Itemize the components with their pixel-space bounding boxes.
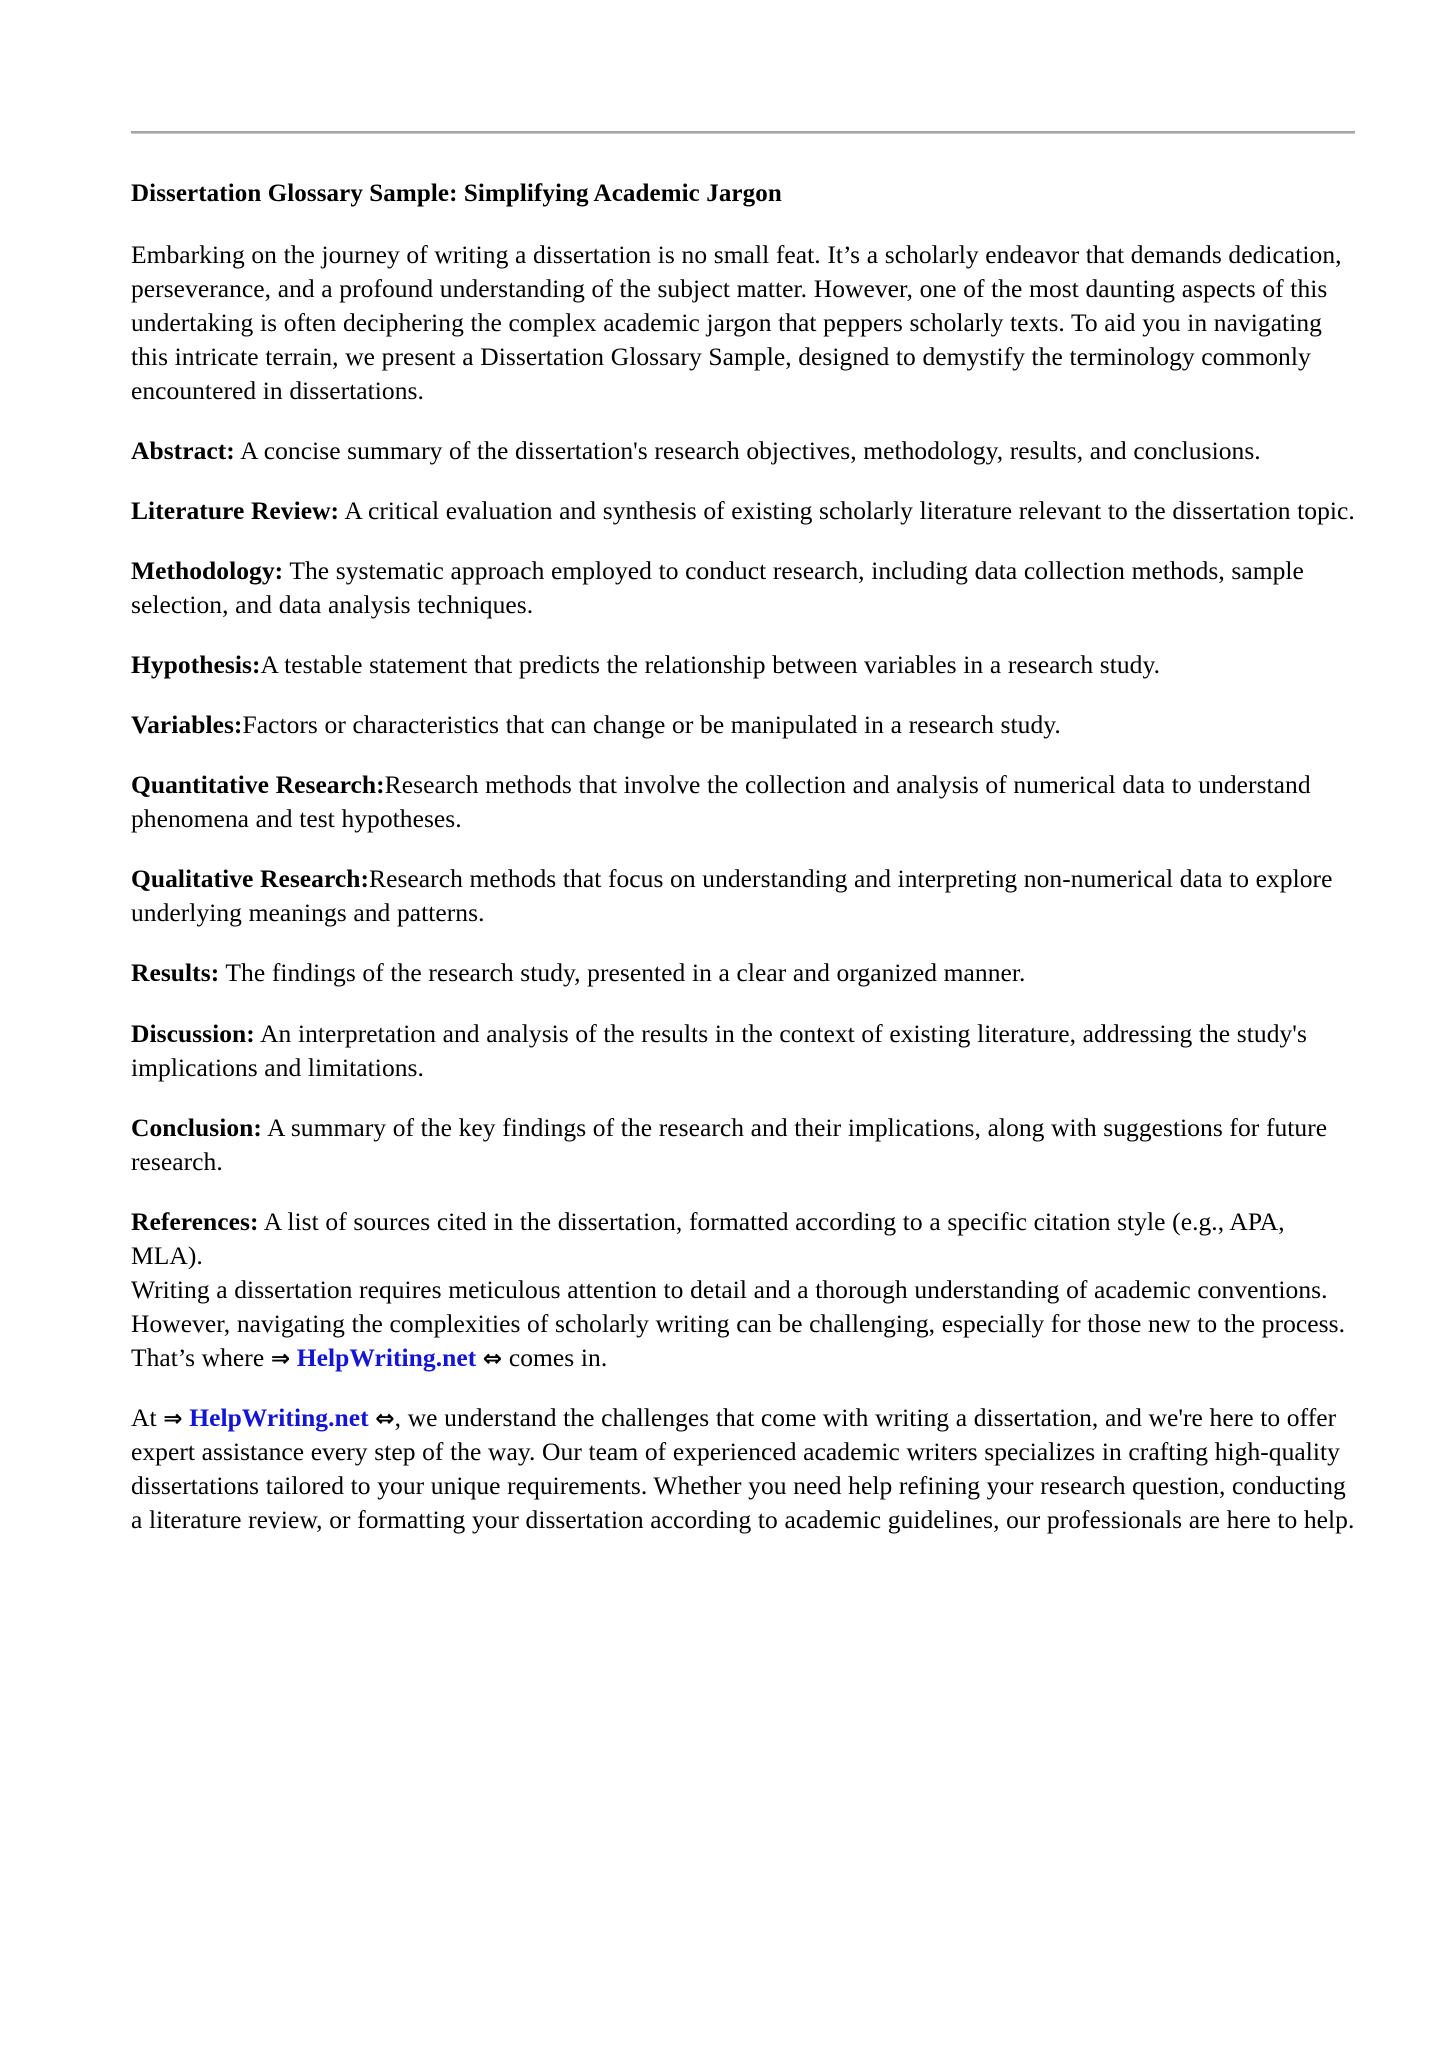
glossary-definition: Research methods that focus on understanding and interpreting non-numerical data to explore underlying meanings and patterns. [131, 864, 1333, 928]
header-divider [131, 131, 1355, 135]
glossary-term: Methodology: [131, 556, 284, 586]
glossary-term: Discussion: [131, 1018, 255, 1048]
helpwriting-link-2[interactable]: HelpWriting.net [189, 1402, 369, 1432]
glossary-definition: A critical evaluation and synthesis of existing scholarly literature relevant to the dissertation topic. [344, 496, 1355, 526]
left-right-double-arrow-icon: ⇔ [482, 1345, 503, 1372]
glossary-entry [131, 494, 1355, 528]
closing-2-text-after: , we understand the challenges that come with writing a dissertation, and we're here to offer expert assistance every step of the way. Our team of experienced academic writers specializes in crafting high-quality dissertations tailored to your unique requirements. Whether you need help refining your research question, conducting a literature review, or formatting your dissertation according to academic guidelines, our professionals are here to help. [131, 1402, 1355, 1534]
closing-2-text-before: At [131, 1402, 164, 1432]
glossary-term: Qualitative Research: [131, 864, 370, 894]
glossary-entry [131, 1111, 1355, 1179]
glossary-entry [131, 1017, 1355, 1085]
glossary-entry [131, 554, 1355, 622]
glossary-entry [131, 768, 1355, 836]
glossary-term: Quantitative Research: [131, 770, 385, 800]
closing-paragraph-1 [131, 1273, 1355, 1375]
glossary-entry [131, 648, 1355, 682]
page-title: Dissertation Glossary Sample: Simplifying Academic Jargon [131, 180, 782, 207]
glossary-list [131, 434, 1355, 1273]
document-body [131, 178, 1355, 1537]
glossary-entry [131, 956, 1355, 990]
glossary-term: Variables: [131, 710, 243, 740]
glossary-entry [131, 862, 1355, 930]
glossary-definition: A concise summary of the dissertation's research objectives, methodology, results, and conclusions. [240, 436, 1261, 466]
glossary-definition: A testable statement that predicts the relationship between variables in a research study. [260, 650, 1161, 680]
glossary-definition: An interpretation and analysis of the results in the context of existing literature, addressing the study's implications and limitations. [131, 1018, 1307, 1082]
horizontal-rule [131, 131, 1355, 134]
glossary-entry [131, 708, 1355, 742]
glossary-term: References: [131, 1206, 259, 1236]
left-right-double-arrow-icon: ⇔ [375, 1405, 395, 1432]
glossary-definition: A list of sources cited in the dissertation, formatted according to a specific citation style (e.g., APA, MLA). [131, 1206, 1285, 1270]
glossary-term: Conclusion: [131, 1112, 262, 1142]
glossary-definition: The findings of the research study, presented in a clear and organized manner. [225, 958, 1026, 988]
intro-paragraph: Embarking on the journey of writing a dissertation is no small feat. It’s a scholarly endeavor that demands dedication, perseverance, and a profound understanding of the subject matter. However, one of the most daunting aspects of this undertaking is often deciphering the complex academic jargon that peppers scholarly texts. To aid you in navigating this intricate terrain, we present a Dissertation Glossary Sample, designed to demystify the terminology commonly encountered in dissertations. [131, 240, 1342, 406]
glossary-definition: Research methods that involve the collection and analysis of numerical data to understand phenomena and test hypotheses. [131, 770, 1311, 834]
glossary-definition: Factors or characteristics that can change or be manipulated in a research study. [242, 710, 1061, 740]
helpwriting-link-1[interactable]: HelpWriting.net [296, 1342, 477, 1372]
glossary-definition: A summary of the key findings of the research and their implications, along with suggestions for future research. [131, 1112, 1328, 1176]
closing-1-text-before: Writing a dissertation requires meticulous attention to detail and a thorough understanding of academic conventions. However, navigating the complexities of scholarly writing can be challenging, especially for those new to the process. That’s where [131, 1274, 1345, 1372]
glossary-term: Literature Review: [131, 496, 340, 526]
rightwards-double-arrow-icon: ⇒ [270, 1345, 291, 1372]
glossary-term: Hypothesis: [131, 650, 261, 680]
glossary-term: Results: [131, 958, 220, 988]
closing-1-text-after: comes in. [502, 1342, 608, 1372]
glossary-entry [131, 434, 1355, 468]
glossary-definition: The systematic approach employed to conduct research, including data collection methods, sample selection, and data analysis techniques. [131, 556, 1304, 620]
closing-paragraph-2 [131, 1401, 1355, 1537]
glossary-term: Abstract: [131, 436, 235, 466]
glossary-entry [131, 1205, 1355, 1273]
rightwards-double-arrow-icon: ⇒ [163, 1405, 183, 1432]
